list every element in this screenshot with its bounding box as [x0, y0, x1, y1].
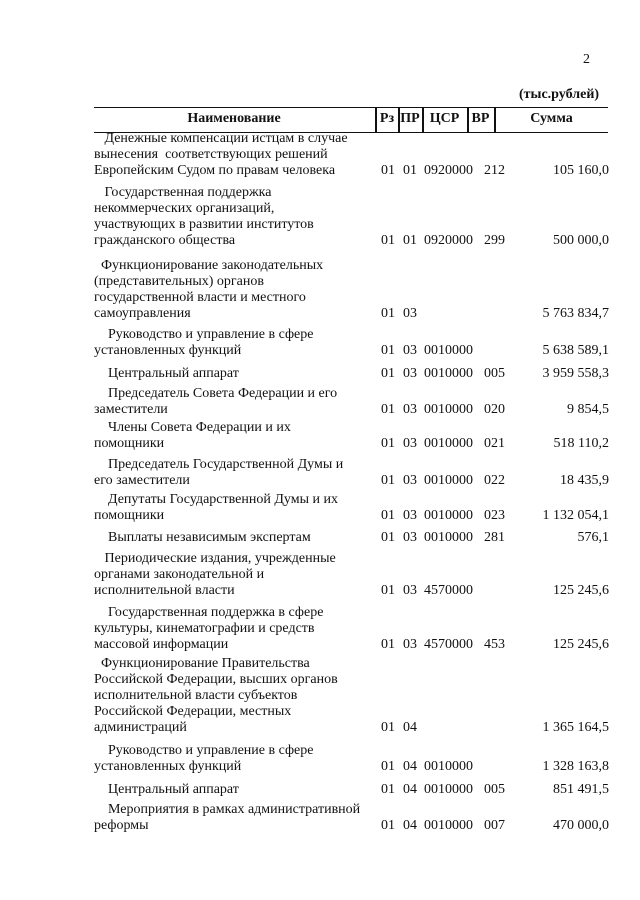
- row-rz: 01: [381, 163, 395, 178]
- row-name: [94, 605, 377, 653]
- row-rz: 01: [381, 473, 395, 488]
- row-sum: 105 160,0: [553, 163, 609, 178]
- row-name-line: Функционирование Правительства: [94, 656, 310, 671]
- row-csr: 0010000: [424, 343, 473, 358]
- row-sum: 500 000,0: [553, 233, 609, 248]
- row-sum: 3 959 558,3: [542, 366, 609, 381]
- row-csr: 0010000: [424, 473, 473, 488]
- row-sum: 125 245,6: [553, 583, 609, 598]
- row-pr: 03: [403, 366, 417, 381]
- row-pr: 03: [403, 343, 417, 358]
- row-rz: 01: [381, 759, 395, 774]
- row-sum: 5 763 834,7: [542, 306, 609, 321]
- row-sum: 851 491,5: [553, 782, 609, 797]
- row-vr: 023: [484, 508, 505, 523]
- units-label: (тыс.рублей): [519, 87, 600, 102]
- page-number: 2: [583, 52, 590, 67]
- row-rz: 01: [381, 583, 395, 598]
- row-rz: 01: [381, 402, 395, 417]
- row-rz: 01: [381, 343, 395, 358]
- row-csr: 0010000: [424, 508, 473, 523]
- row-csr: 0010000: [424, 759, 473, 774]
- row-sum: 1 328 163,8: [542, 759, 609, 774]
- table-header: [94, 107, 608, 133]
- row-name-line: участвующих в развитии институтов: [94, 217, 314, 232]
- row-rz: 01: [381, 782, 395, 797]
- row-sum: 1 132 054,1: [542, 508, 609, 523]
- row-vr: 212: [484, 163, 505, 178]
- row-rz: 01: [381, 436, 395, 451]
- row-name: [94, 457, 377, 489]
- row-name-line: государственной власти и местного: [94, 290, 306, 305]
- header-csr: ЦСР: [429, 111, 460, 126]
- row-name-line: гражданского общества: [94, 233, 236, 248]
- row-vr: 281: [484, 530, 505, 545]
- row-name-line: Центральный аппарат: [94, 782, 239, 797]
- row-name-line: Функционирование законодательных: [94, 258, 324, 273]
- row-rz: 01: [381, 508, 395, 523]
- row-name-line: Российской Федерации, местных: [94, 704, 292, 719]
- row-pr: 04: [403, 720, 417, 735]
- row-name-line: Руководство и управление в сфере: [94, 327, 314, 342]
- row-vr: 005: [484, 366, 505, 381]
- row-csr: 0920000: [424, 163, 473, 178]
- row-name: [94, 185, 377, 249]
- row-name: [94, 258, 377, 322]
- row-pr: 03: [403, 473, 417, 488]
- row-sum: 5 638 589,1: [542, 343, 609, 358]
- row-name-line: реформы: [94, 818, 149, 833]
- row-pr: 04: [403, 818, 417, 833]
- row-name-line: Выплаты независимым экспертам: [94, 530, 311, 545]
- row-sum: 518 110,2: [553, 436, 609, 451]
- row-rz: 01: [381, 818, 395, 833]
- row-name-line: (представительных) органов: [94, 274, 264, 289]
- row-name-line: Руководство и управление в сфере: [94, 743, 314, 758]
- row-name: [94, 743, 377, 775]
- header-pr: ПР: [400, 111, 420, 126]
- row-sum: 576,1: [577, 530, 609, 545]
- row-name: [94, 386, 377, 418]
- row-name: [94, 802, 377, 834]
- row-pr: 01: [403, 163, 417, 178]
- row-csr: 0010000: [424, 818, 473, 833]
- row-name-line: администраций: [94, 720, 187, 735]
- header-sum: Сумма: [530, 111, 573, 126]
- row-name: [94, 420, 377, 452]
- row-pr: 03: [403, 306, 417, 321]
- row-name-line: массовой информации: [94, 637, 229, 652]
- row-pr: 03: [403, 530, 417, 545]
- row-name: [94, 530, 377, 546]
- row-pr: 04: [403, 759, 417, 774]
- row-name-line: помощники: [94, 436, 165, 451]
- row-csr: 0010000: [424, 402, 473, 417]
- row-name-line: Европейским Судом по правам человека: [94, 163, 336, 178]
- row-name: [94, 492, 377, 524]
- row-name-line: Периодические издания, учрежденные: [94, 551, 336, 566]
- row-csr: 0010000: [424, 436, 473, 451]
- row-rz: 01: [381, 637, 395, 652]
- row-rz: 01: [381, 366, 395, 381]
- row-vr: 005: [484, 782, 505, 797]
- row-name: [94, 131, 377, 179]
- row-name-line: заместители: [94, 402, 168, 417]
- row-pr: 03: [403, 583, 417, 598]
- row-vr: 022: [484, 473, 505, 488]
- row-name-line: некоммерческих организаций,: [94, 201, 275, 216]
- row-name-line: Члены Совета Федерации и их: [94, 420, 291, 435]
- header-name: Наименование: [187, 111, 281, 126]
- row-rz: 01: [381, 720, 395, 735]
- row-sum: 9 854,5: [567, 402, 609, 417]
- row-vr: 453: [484, 637, 505, 652]
- row-name: [94, 656, 377, 736]
- row-name-line: Российской Федерации, высших органов: [94, 672, 338, 687]
- row-name-line: помощники: [94, 508, 165, 523]
- row-name-line: органами законодательной и: [94, 567, 265, 582]
- row-rz: 01: [381, 306, 395, 321]
- header-vr: ВР: [471, 111, 490, 126]
- row-name-line: Мероприятия в рамках административной: [94, 802, 361, 817]
- row-vr: 020: [484, 402, 505, 417]
- row-sum: 125 245,6: [553, 637, 609, 652]
- row-csr: 0010000: [424, 530, 473, 545]
- row-sum: 18 435,9: [560, 473, 609, 488]
- row-csr: 4570000: [424, 583, 473, 598]
- row-pr: 03: [403, 402, 417, 417]
- row-pr: 04: [403, 782, 417, 797]
- row-rz: 01: [381, 233, 395, 248]
- row-name-line: установленных функций: [94, 759, 242, 774]
- row-pr: 03: [403, 508, 417, 523]
- row-name-line: исполнительной власти: [94, 583, 235, 598]
- header-rz: Рз: [379, 111, 395, 126]
- row-vr: 007: [484, 818, 505, 833]
- row-name-line: исполнительной власти субъектов: [94, 688, 298, 703]
- row-name-line: Председатель Совета Федерации и его: [94, 386, 338, 401]
- row-vr: 021: [484, 436, 505, 451]
- row-pr: 01: [403, 233, 417, 248]
- row-sum: 470 000,0: [553, 818, 609, 833]
- row-csr: 0920000: [424, 233, 473, 248]
- row-name-line: установленных функций: [94, 343, 242, 358]
- row-vr: 299: [484, 233, 505, 248]
- row-name-line: Денежные компенсации истцам в случае: [94, 131, 348, 146]
- row-name-line: самоуправления: [94, 306, 191, 321]
- row-name: [94, 327, 377, 359]
- row-name-line: его заместители: [94, 473, 190, 488]
- row-name-line: Государственная поддержка: [94, 185, 272, 200]
- row-name: [94, 782, 377, 798]
- row-pr: 03: [403, 436, 417, 451]
- row-name-line: Депутаты Государственной Думы и их: [94, 492, 338, 507]
- row-name-line: Государственная поддержка в сфере: [94, 605, 324, 620]
- row-csr: 0010000: [424, 366, 473, 381]
- row-name: [94, 366, 377, 382]
- row-name-line: вынесения соответствующих решений: [94, 147, 328, 162]
- row-csr: 4570000: [424, 637, 473, 652]
- row-sum: 1 365 164,5: [542, 720, 609, 735]
- row-csr: 0010000: [424, 782, 473, 797]
- row-rz: 01: [381, 530, 395, 545]
- row-name-line: Центральный аппарат: [94, 366, 239, 381]
- row-name: [94, 551, 377, 599]
- row-name-line: культуры, кинематографии и средств: [94, 621, 315, 636]
- row-pr: 03: [403, 637, 417, 652]
- row-name-line: Председатель Государственной Думы и: [94, 457, 344, 472]
